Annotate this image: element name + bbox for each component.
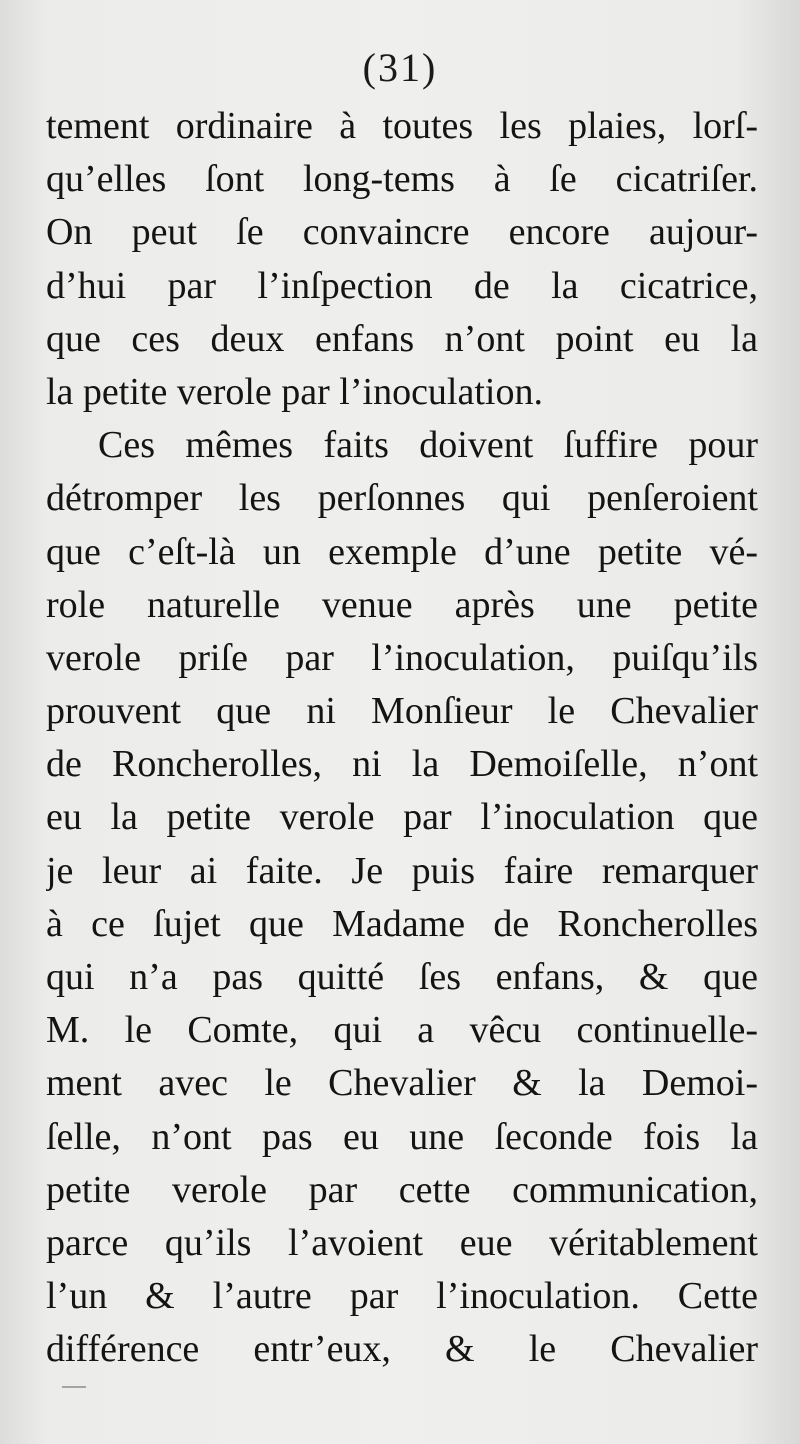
text-line-21: petite verole par cette communication,: [46, 1168, 758, 1211]
text-line-11: verole priſe par l’inoculation, puiſqu’ils: [46, 636, 758, 679]
ink-mark: [62, 1386, 86, 1388]
text-line-23: l’un & l’autre par l’inoculation. Cette: [46, 1275, 758, 1318]
text-line-5: que ces deux enfans n’ont point eu la: [46, 317, 758, 360]
text-line-6: la petite verole par l’inoculation.: [46, 370, 543, 413]
text-line-1: tement ordinaire à toutes les plaies, lorſ-: [46, 105, 758, 147]
text-line-17: qui n’a pas quitté ſes enfans, & que: [46, 956, 758, 998]
text-line-10: role naturelle venue après une petite: [46, 583, 758, 626]
text-line-9: que c’eſt-là un exemple d’une petite vé-: [46, 530, 758, 573]
text-line-18: M. le Comte, qui a vêcu continuelle-: [46, 1009, 758, 1052]
text-line-15: je leur ai faite. Je puis faire remarquer: [46, 849, 758, 892]
text-line-16: à ce ſujet que Madame de Roncherolles: [46, 902, 758, 945]
text-line-2: qu’elles ſont long-tems à ſe cicatriſer.: [46, 158, 758, 201]
text-line-12: prouvent que ni Monſieur le Chevalier: [46, 690, 758, 733]
text-line-24: différence entr’eux, & le Chevalier: [46, 1328, 758, 1371]
text-line-20: ſelle, n’ont pas eu une ſeconde fois la: [46, 1115, 758, 1158]
text-line-3: On peut ſe convaincre encore aujour-: [46, 211, 758, 254]
text-line-13: de Roncherolles, ni la Demoiſelle, n’ont: [46, 743, 758, 786]
body-text: [46, 100, 758, 1377]
page-number: (31): [362, 45, 438, 90]
text-line-14: eu la petite verole par l’inoculation que: [46, 796, 758, 839]
text-line-4: d’hui par l’inſpection de la cicatrice,: [46, 264, 758, 307]
text-line-19: ment avec le Chevalier & la Demoi-: [46, 1062, 758, 1105]
text-line-22: parce qu’ils l’avoient eue véritablement: [46, 1221, 758, 1264]
text-line-8: détromper les perſonnes qui penſeroient: [46, 477, 758, 520]
text-line-7: Ces mêmes faits doivent ſuffire pour: [98, 424, 758, 467]
